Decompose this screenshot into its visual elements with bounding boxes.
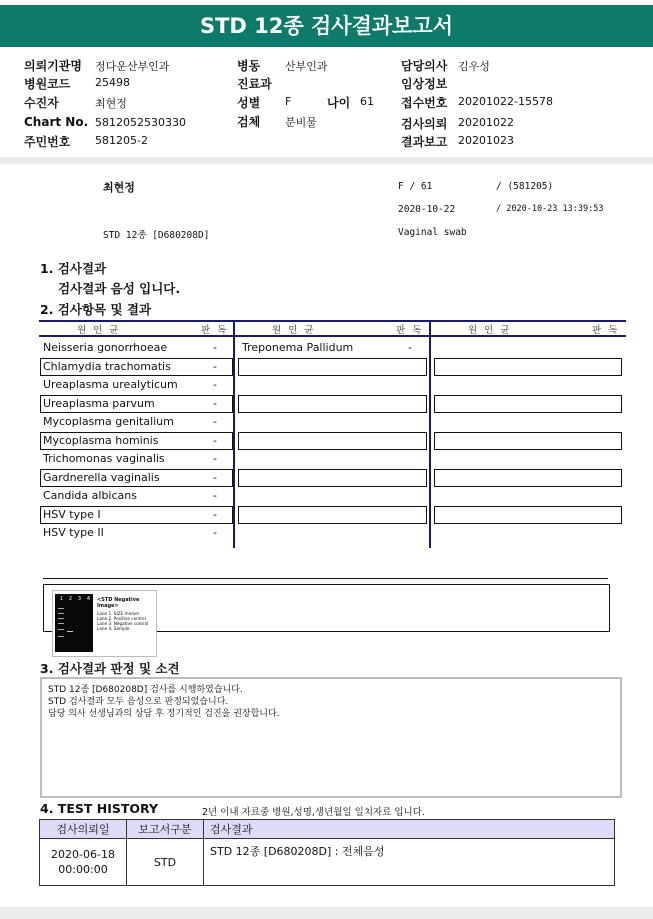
info-label: 성별	[237, 96, 261, 110]
history-result: STD 12종 [D680208D] : 전체음성	[204, 839, 615, 886]
history-col-date: 검사의뢰일	[40, 820, 127, 839]
history-table	[39, 819, 615, 886]
info-value: 김우성	[458, 60, 490, 73]
lane-number: 1	[59, 596, 64, 602]
gel-image	[55, 594, 93, 652]
pathogen-result: -	[213, 433, 217, 447]
history-col-result: 검사결과	[204, 820, 615, 839]
footer-separator	[0, 907, 653, 919]
age-label: 나이	[327, 96, 351, 110]
info-label: 결과보고	[401, 135, 448, 149]
section3-heading: 3. 검사결과 판정 및 소견	[40, 661, 180, 676]
pathogen-result: -	[213, 415, 217, 428]
row-box	[238, 358, 427, 376]
opinion-box	[40, 677, 622, 798]
sample-birth: / (581205)	[496, 181, 554, 192]
row-box	[434, 358, 622, 376]
gel-legend-item: Lane 3. Negative control	[97, 621, 149, 626]
sample-patient-name: 최현정	[103, 181, 135, 194]
col-divider	[233, 320, 235, 548]
sample-test-code: STD 12종 [D680208D]	[103, 230, 210, 241]
header-separator	[0, 157, 653, 164]
sample-date-received: 2020-10-22	[398, 204, 456, 215]
opinion-line: STD 검사결과 모두 음성으로 판정되었습니다.	[48, 697, 229, 707]
lane-number: 4	[86, 596, 91, 602]
info-label: 임상정보	[401, 77, 448, 91]
pathogen-result: -	[213, 452, 217, 465]
info-value: 5812052530330	[95, 116, 186, 129]
col-header-pathogen: 원 인 균	[468, 325, 512, 336]
info-value: 581205-2	[95, 134, 148, 147]
row-box	[434, 506, 622, 524]
table-top-line	[39, 320, 626, 322]
pathogen-result: -	[213, 526, 217, 539]
gel-legend-item: Lane 2. Positive control	[97, 616, 146, 621]
pathogen-name: HSV type II	[43, 526, 104, 539]
opinion-line: STD 12종 [D680208D] 검사를 시행하였습니다.	[48, 685, 243, 695]
info-label: 검체	[237, 115, 261, 129]
info-value: 20201022-15578	[458, 95, 553, 108]
pathogen-result: -	[213, 507, 217, 521]
pathogen-name: Neisseria gonorrhoeae	[43, 341, 168, 354]
info-value: 20201022	[458, 116, 514, 129]
sample-date-reported: / 2020-10-23 13:39:53	[496, 204, 604, 214]
pathogen-name: Ureaplasma parvum	[43, 396, 155, 410]
info-value: F	[285, 95, 292, 108]
age-value: 61	[360, 95, 374, 108]
pathogen-result: -	[213, 396, 217, 410]
col-header-pathogen: 원 인 균	[272, 325, 316, 336]
gel-legend-item: Lane 1. SIZE marker	[97, 611, 140, 616]
history-type: STD	[127, 839, 204, 886]
pathogen-name: Ureaplasma urealyticum	[43, 378, 178, 391]
info-label: 수진자	[24, 96, 59, 110]
row-box	[238, 469, 427, 487]
col-header-result: 판 독	[592, 325, 620, 336]
lane-number: 2	[68, 596, 73, 602]
row-box	[238, 395, 427, 413]
table-header-line	[39, 335, 626, 337]
info-value: 25498	[95, 76, 130, 89]
gel-legend-item: Lane 4. Sample	[97, 626, 130, 631]
pathogen-result: -	[408, 341, 412, 354]
info-label: 접수번호	[401, 96, 448, 110]
sample-specimen: Vaginal swab	[398, 227, 467, 238]
history-col-type: 보고서구분	[127, 820, 204, 839]
history-date-time: 00:00:00	[58, 863, 108, 876]
row-box	[238, 506, 427, 524]
pathogen-result: -	[213, 359, 217, 373]
col-header-result: 판 독	[396, 325, 424, 336]
pathogen-result: -	[213, 470, 217, 484]
info-label: 병원코드	[24, 77, 71, 91]
col-header-result: 판 독	[201, 325, 229, 336]
pathogen-name: Mycoplasma hominis	[43, 433, 159, 447]
report-title: STD 12종 검사결과보고서	[0, 5, 653, 47]
info-label: 의뢰기관명	[24, 59, 82, 73]
section1-text: 검사결과 음성 입니다.	[58, 281, 181, 296]
opinion-line: 담당 의사 선생님과의 상담 후 정기적인 검진을 권장합니다.	[48, 709, 280, 719]
history-note: 2년 이내 자료중 병원,성명,생년월일 일치자료 입니다.	[202, 807, 425, 818]
pathogen-result: -	[213, 378, 217, 391]
col-header-pathogen: 원 인 균	[77, 325, 121, 336]
section4-heading: 4. TEST HISTORY	[40, 801, 159, 816]
info-value: 산부인과	[285, 60, 328, 73]
history-date-day: 2020-06-18	[51, 848, 115, 861]
gel-caption-title: <STD Negative Image>	[97, 597, 140, 609]
pathogen-name: Gardnerella vaginalis	[43, 470, 160, 484]
sample-sex-age: F / 61	[398, 181, 433, 192]
section2-heading: 2. 검사항목 및 결과	[40, 302, 152, 317]
pathogen-name: Candida albicans	[43, 489, 137, 502]
info-value: 최현정	[95, 97, 127, 110]
info-label: 검사의뢰	[401, 117, 448, 131]
history-date	[40, 839, 127, 886]
pathogen-name: HSV type I	[43, 507, 101, 521]
divider-line	[43, 578, 608, 579]
row-box	[434, 469, 622, 487]
row-box	[434, 432, 622, 450]
history-row	[40, 839, 615, 886]
info-label: Chart No.	[24, 115, 89, 129]
pathogen-result: -	[213, 489, 217, 502]
section1-heading: 1. 검사결과	[40, 261, 107, 276]
gel-image-card	[52, 590, 157, 657]
pathogen-result: -	[213, 341, 217, 354]
row-box	[238, 432, 427, 450]
info-label: 진료과	[237, 77, 272, 91]
info-label: 주민번호	[24, 135, 71, 149]
pathogen-name: Trichomonas vaginalis	[43, 452, 165, 465]
info-value: 20201023	[458, 134, 514, 147]
row-box	[434, 395, 622, 413]
pathogen-name: Mycoplasma genitalium	[43, 415, 174, 428]
lane-number: 3	[77, 596, 82, 602]
gel-image-frame	[43, 584, 610, 632]
pathogen-name: Treponema Pallidum	[242, 341, 354, 354]
pathogen-name: Chlamydia trachomatis	[43, 359, 171, 373]
info-label: 병동	[237, 59, 261, 73]
col-divider	[429, 320, 431, 548]
info-value: 정다운산부인과	[95, 60, 170, 73]
info-value: 분비물	[285, 116, 317, 129]
info-label: 담당의사	[401, 59, 448, 73]
